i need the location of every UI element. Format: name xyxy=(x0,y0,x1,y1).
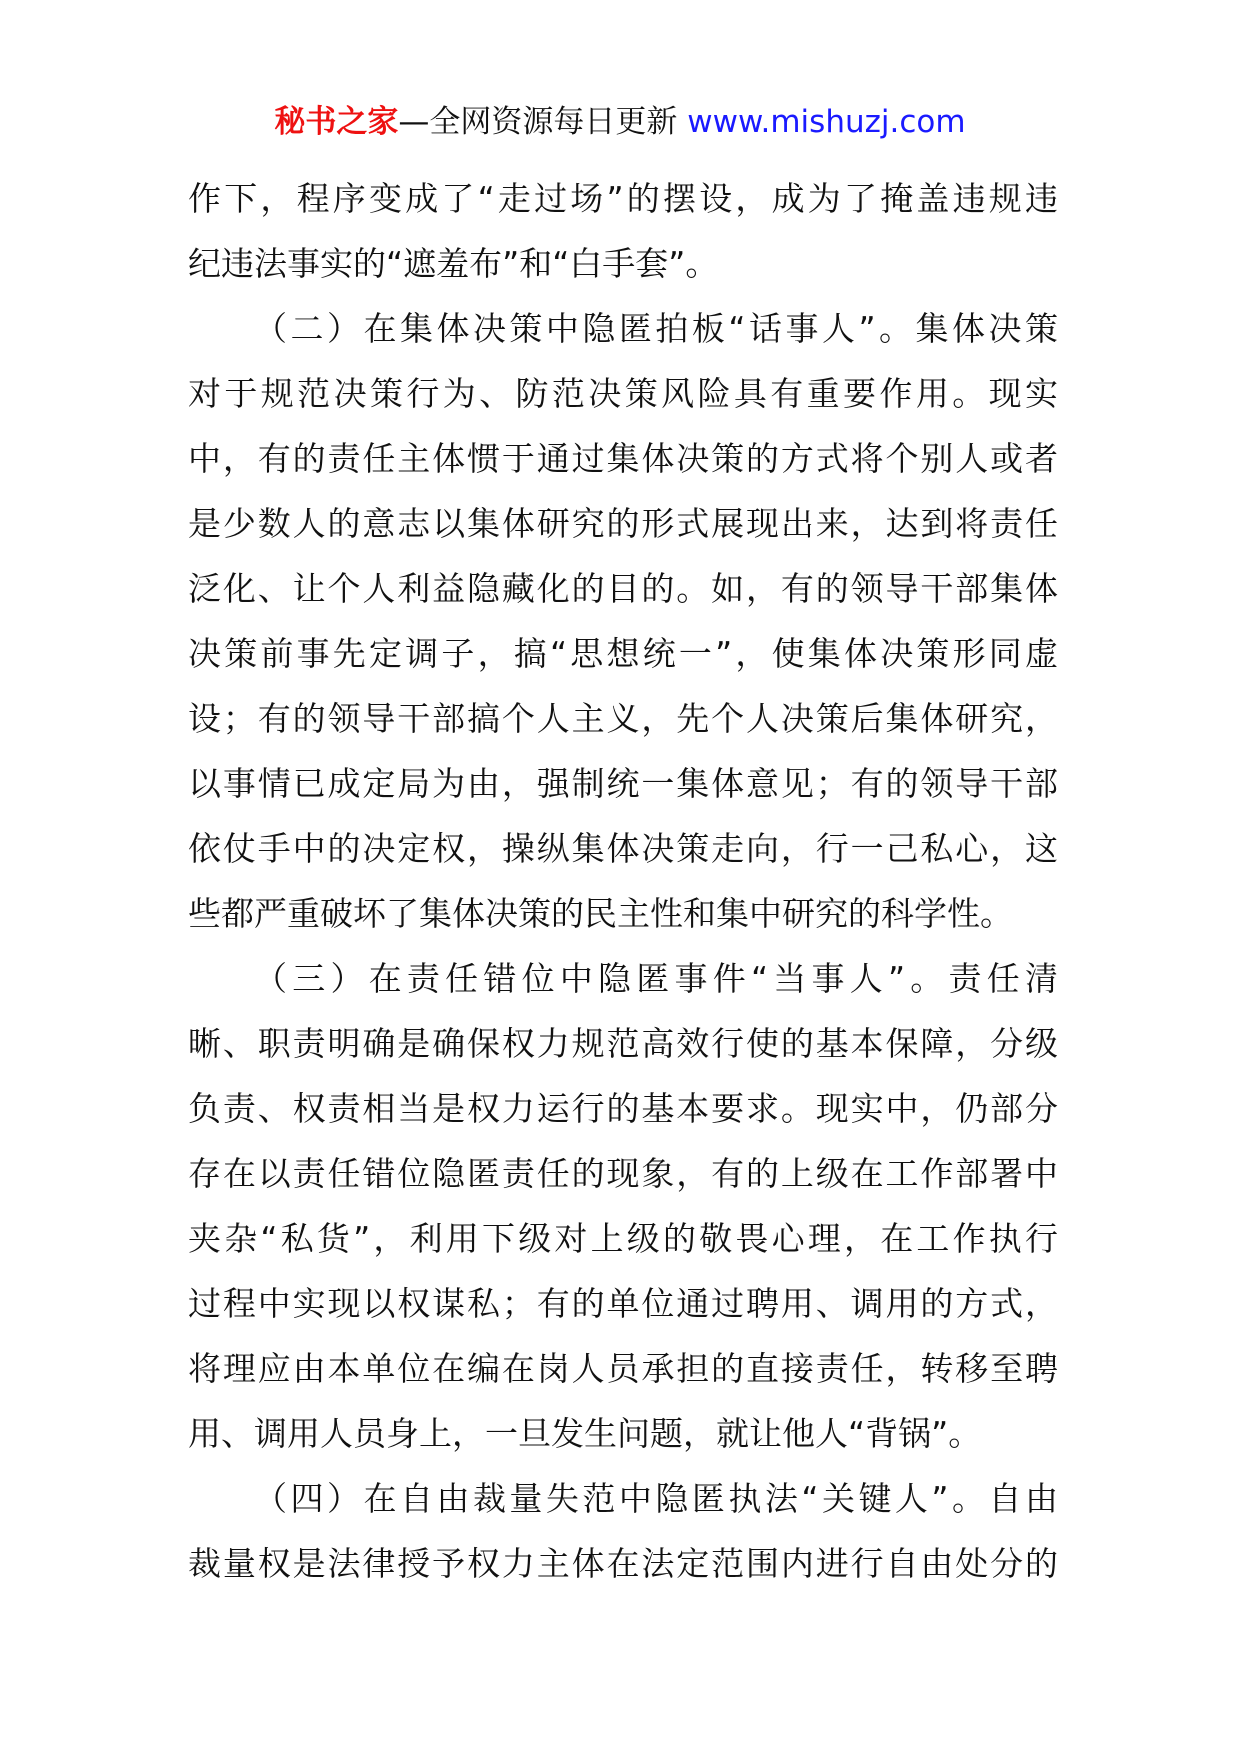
text-line: 作下，程序变成了“走过场”的摆设，成为了掩盖违规违 xyxy=(188,179,1058,218)
text-line: 裁量权是法律授予权力主体在法定范围内进行自由处分的 xyxy=(188,1544,1058,1583)
text-line: 以事情已成定局为由，强制统一集体意见；有的领导干部 xyxy=(188,764,1058,803)
brand-name: 秘书之家 xyxy=(274,104,399,140)
header-tagline: —全网资源每日更新 xyxy=(398,104,688,140)
document-body xyxy=(188,166,1058,1596)
page-header xyxy=(0,100,1240,144)
text-line: 中，有的责任主体惯于通过集体决策的方式将个别人或者 xyxy=(188,439,1058,478)
text-line: 过程中实现以权谋私；有的单位通过聘用、调用的方式， xyxy=(188,1284,1058,1323)
text-line: 决策前事先定调子，搞“思想统一”，使集体决策形同虚 xyxy=(188,634,1058,673)
website-url-link[interactable]: www.mishuzj.com xyxy=(687,104,966,140)
text-line: 用、调用人员身上，一旦发生问题，就让他人“背锅”。 xyxy=(188,1414,982,1453)
text-line: 依仗手中的决定权，操纵集体决策走向，行一己私心，这 xyxy=(188,829,1058,868)
text-line: 泛化、让个人利益隐藏化的目的。如，有的领导干部集体 xyxy=(188,569,1058,608)
text-line: 些都严重破坏了集体决策的民主性和集中研究的科学性。 xyxy=(188,894,1013,933)
paragraph-start-line: （三）在责任错位中隐匿事件“当事人”。责任清 xyxy=(254,959,1058,998)
paragraph-start-line: （四）在自由裁量失范中隐匿执法“关键人”。自由 xyxy=(254,1479,1058,1518)
text-line: 夹杂“私货”，利用下级对上级的敬畏心理，在工作执行 xyxy=(188,1219,1058,1258)
text-line: 将理应由本单位在编在岗人员承担的直接责任，转移至聘 xyxy=(188,1349,1058,1388)
text-line: 是少数人的意志以集体研究的形式展现出来，达到将责任 xyxy=(188,504,1058,543)
text-line: 对于规范决策行为、防范决策风险具有重要作用。现实 xyxy=(188,374,1058,413)
text-line: 设；有的领导干部搞个人主义，先个人决策后集体研究， xyxy=(188,699,1058,738)
text-line: 负责、权责相当是权力运行的基本要求。现实中，仍部分 xyxy=(188,1089,1058,1128)
text-line: 晰、职责明确是确保权力规范高效行使的基本保障，分级 xyxy=(188,1024,1058,1063)
text-line: 纪违法事实的“遮羞布”和“白手套”。 xyxy=(188,244,719,283)
paragraph-start-line: （二）在集体决策中隐匿拍板“话事人”。集体决策 xyxy=(254,309,1058,348)
text-line: 存在以责任错位隐匿责任的现象，有的上级在工作部署中 xyxy=(188,1154,1058,1193)
